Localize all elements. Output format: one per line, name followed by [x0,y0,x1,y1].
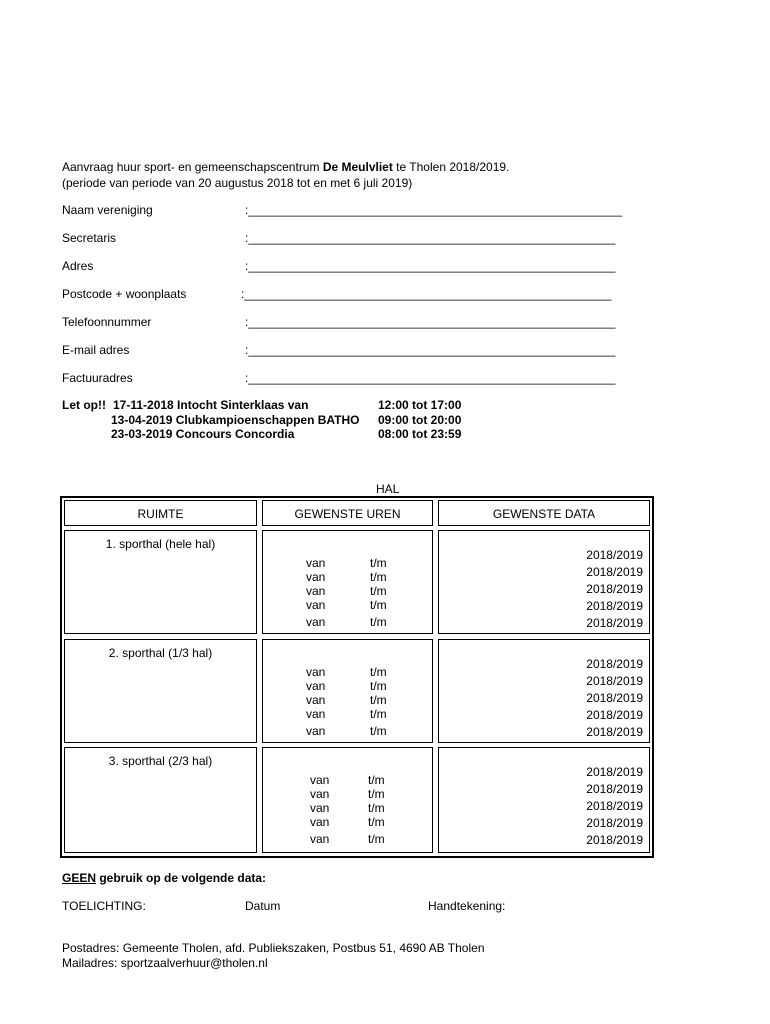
geen-rest: gebruik op de volgende data: [96,871,267,885]
postadres: Postadres: Gemeente Tholen, afd. Publiekszaken, Postbus 51, 4690 AB Tholen [62,941,485,955]
header-ruimte-cell [64,500,257,526]
season-label: 2018/2019 [586,816,643,830]
field-input-line[interactable]: :________________________________________________________ [245,203,623,217]
notice-prefix: Let op!! [62,398,106,412]
toelichting-label: TOELICHTING: [62,899,146,913]
intro-line-1 [62,160,509,174]
datum-label: Datum [245,899,281,913]
tm-label: t/m [368,787,385,801]
header-data-cell [438,500,650,526]
tm-label: t/m [368,832,385,846]
mailadres: Mailadres: sportzaalverhuur@tholen.nl [62,956,268,970]
season-label: 2018/2019 [586,616,643,630]
tm-label: t/m [368,815,385,829]
tm-label: t/m [368,773,385,787]
venue-name: De Meulvliet [322,160,393,174]
tm-label: t/m [370,556,387,570]
season-label: 2018/2019 [586,674,643,688]
field-input-line[interactable]: :_______________________________________________________ [245,315,616,329]
field-label: Naam vereniging [62,203,153,217]
season-label: 2018/2019 [586,548,643,562]
van-label: van [310,787,330,801]
tm-label: t/m [368,801,385,815]
field-label: E-mail adres [62,343,130,357]
notice-time-1: 12:00 tot 17:00 [378,398,462,412]
room-cell [64,530,257,634]
van-label: van [306,584,326,598]
tm-label: t/m [370,693,387,707]
tm-label: t/m [370,598,387,612]
notice-event-3: 23-03-2019 Concours Concordia [111,427,295,441]
van-label: van [310,815,330,829]
van-label: van [306,724,326,738]
field-input-line[interactable]: :_______________________________________________________ [241,287,612,301]
van-label: van [306,707,326,721]
tm-label: t/m [370,584,387,598]
intro-line-1-pre: Aanvraag huur sport- en gemeenschapscentrum [62,160,323,174]
van-label: van [306,615,326,629]
van-label: van [306,679,326,693]
season-label: 2018/2019 [586,657,643,671]
season-label: 2018/2019 [586,708,643,722]
handtekening-label: Handtekening: [428,899,506,913]
hours-cell[interactable] [262,639,433,743]
intro-line-2: (periode van periode van 20 augustus 2018 tot en met 6 juli 2019) [62,176,413,190]
field-label: Adres [62,259,94,273]
field-label: Postcode + woonplaats [62,287,187,301]
van-label: van [306,665,326,679]
season-label: 2018/2019 [586,833,643,847]
season-label: 2018/2019 [586,799,643,813]
table-caption: HAL [376,482,400,496]
van-label: van [306,570,326,584]
notice-event-1: 17-11-2018 Intocht Sinterklaas van [113,398,309,412]
hours-cell[interactable] [262,530,433,634]
notice-time-3: 08:00 tot 23:59 [378,427,462,441]
room-name: 1. sporthal (hele hal) [105,537,216,551]
tm-label: t/m [370,615,387,629]
van-label: van [310,773,330,787]
notice-time-2: 09:00 tot 20:00 [378,413,462,427]
field-input-line[interactable]: :_______________________________________________________ [245,259,616,273]
header-ruimte: RUIMTE [137,507,184,521]
field-label: Telefoonnummer [62,315,152,329]
hours-cell[interactable] [262,747,433,853]
header-uren: GEWENSTE UREN [294,507,401,521]
tm-label: t/m [370,665,387,679]
field-label: Factuuradres [62,371,133,385]
season-label: 2018/2019 [586,765,643,779]
season-label: 2018/2019 [586,691,643,705]
tm-label: t/m [370,679,387,693]
season-label: 2018/2019 [586,582,643,596]
tm-label: t/m [370,724,387,738]
geen-word: GEEN [62,871,97,885]
field-input-line[interactable]: :_______________________________________________________ [245,371,616,385]
header-data: GEWENSTE DATA [492,507,596,521]
season-label: 2018/2019 [586,565,643,579]
room-name: 3. sporthal (2/3 hal) [108,754,213,768]
tm-label: t/m [370,570,387,584]
van-label: van [306,693,326,707]
season-label: 2018/2019 [586,782,643,796]
van-label: van [306,598,326,612]
intro-line-1-post: te Tholen 2018/2019. [392,160,510,174]
van-label: van [306,556,326,570]
field-input-line[interactable]: :_______________________________________________________ [245,231,616,245]
field-label: Secretaris [62,231,117,245]
room-cell [64,639,257,743]
tm-label: t/m [370,707,387,721]
van-label: van [310,832,330,846]
geen-line [62,871,266,885]
van-label: van [310,801,330,815]
season-label: 2018/2019 [586,599,643,613]
room-cell [64,747,257,853]
header-uren-cell [262,500,433,526]
season-label: 2018/2019 [586,725,643,739]
room-name: 2. sporthal (1/3 hal) [108,646,213,660]
notice-event-2: 13-04-2019 Clubkampioenschappen BATHO [111,413,360,427]
field-input-line[interactable]: :_______________________________________________________ [245,343,616,357]
